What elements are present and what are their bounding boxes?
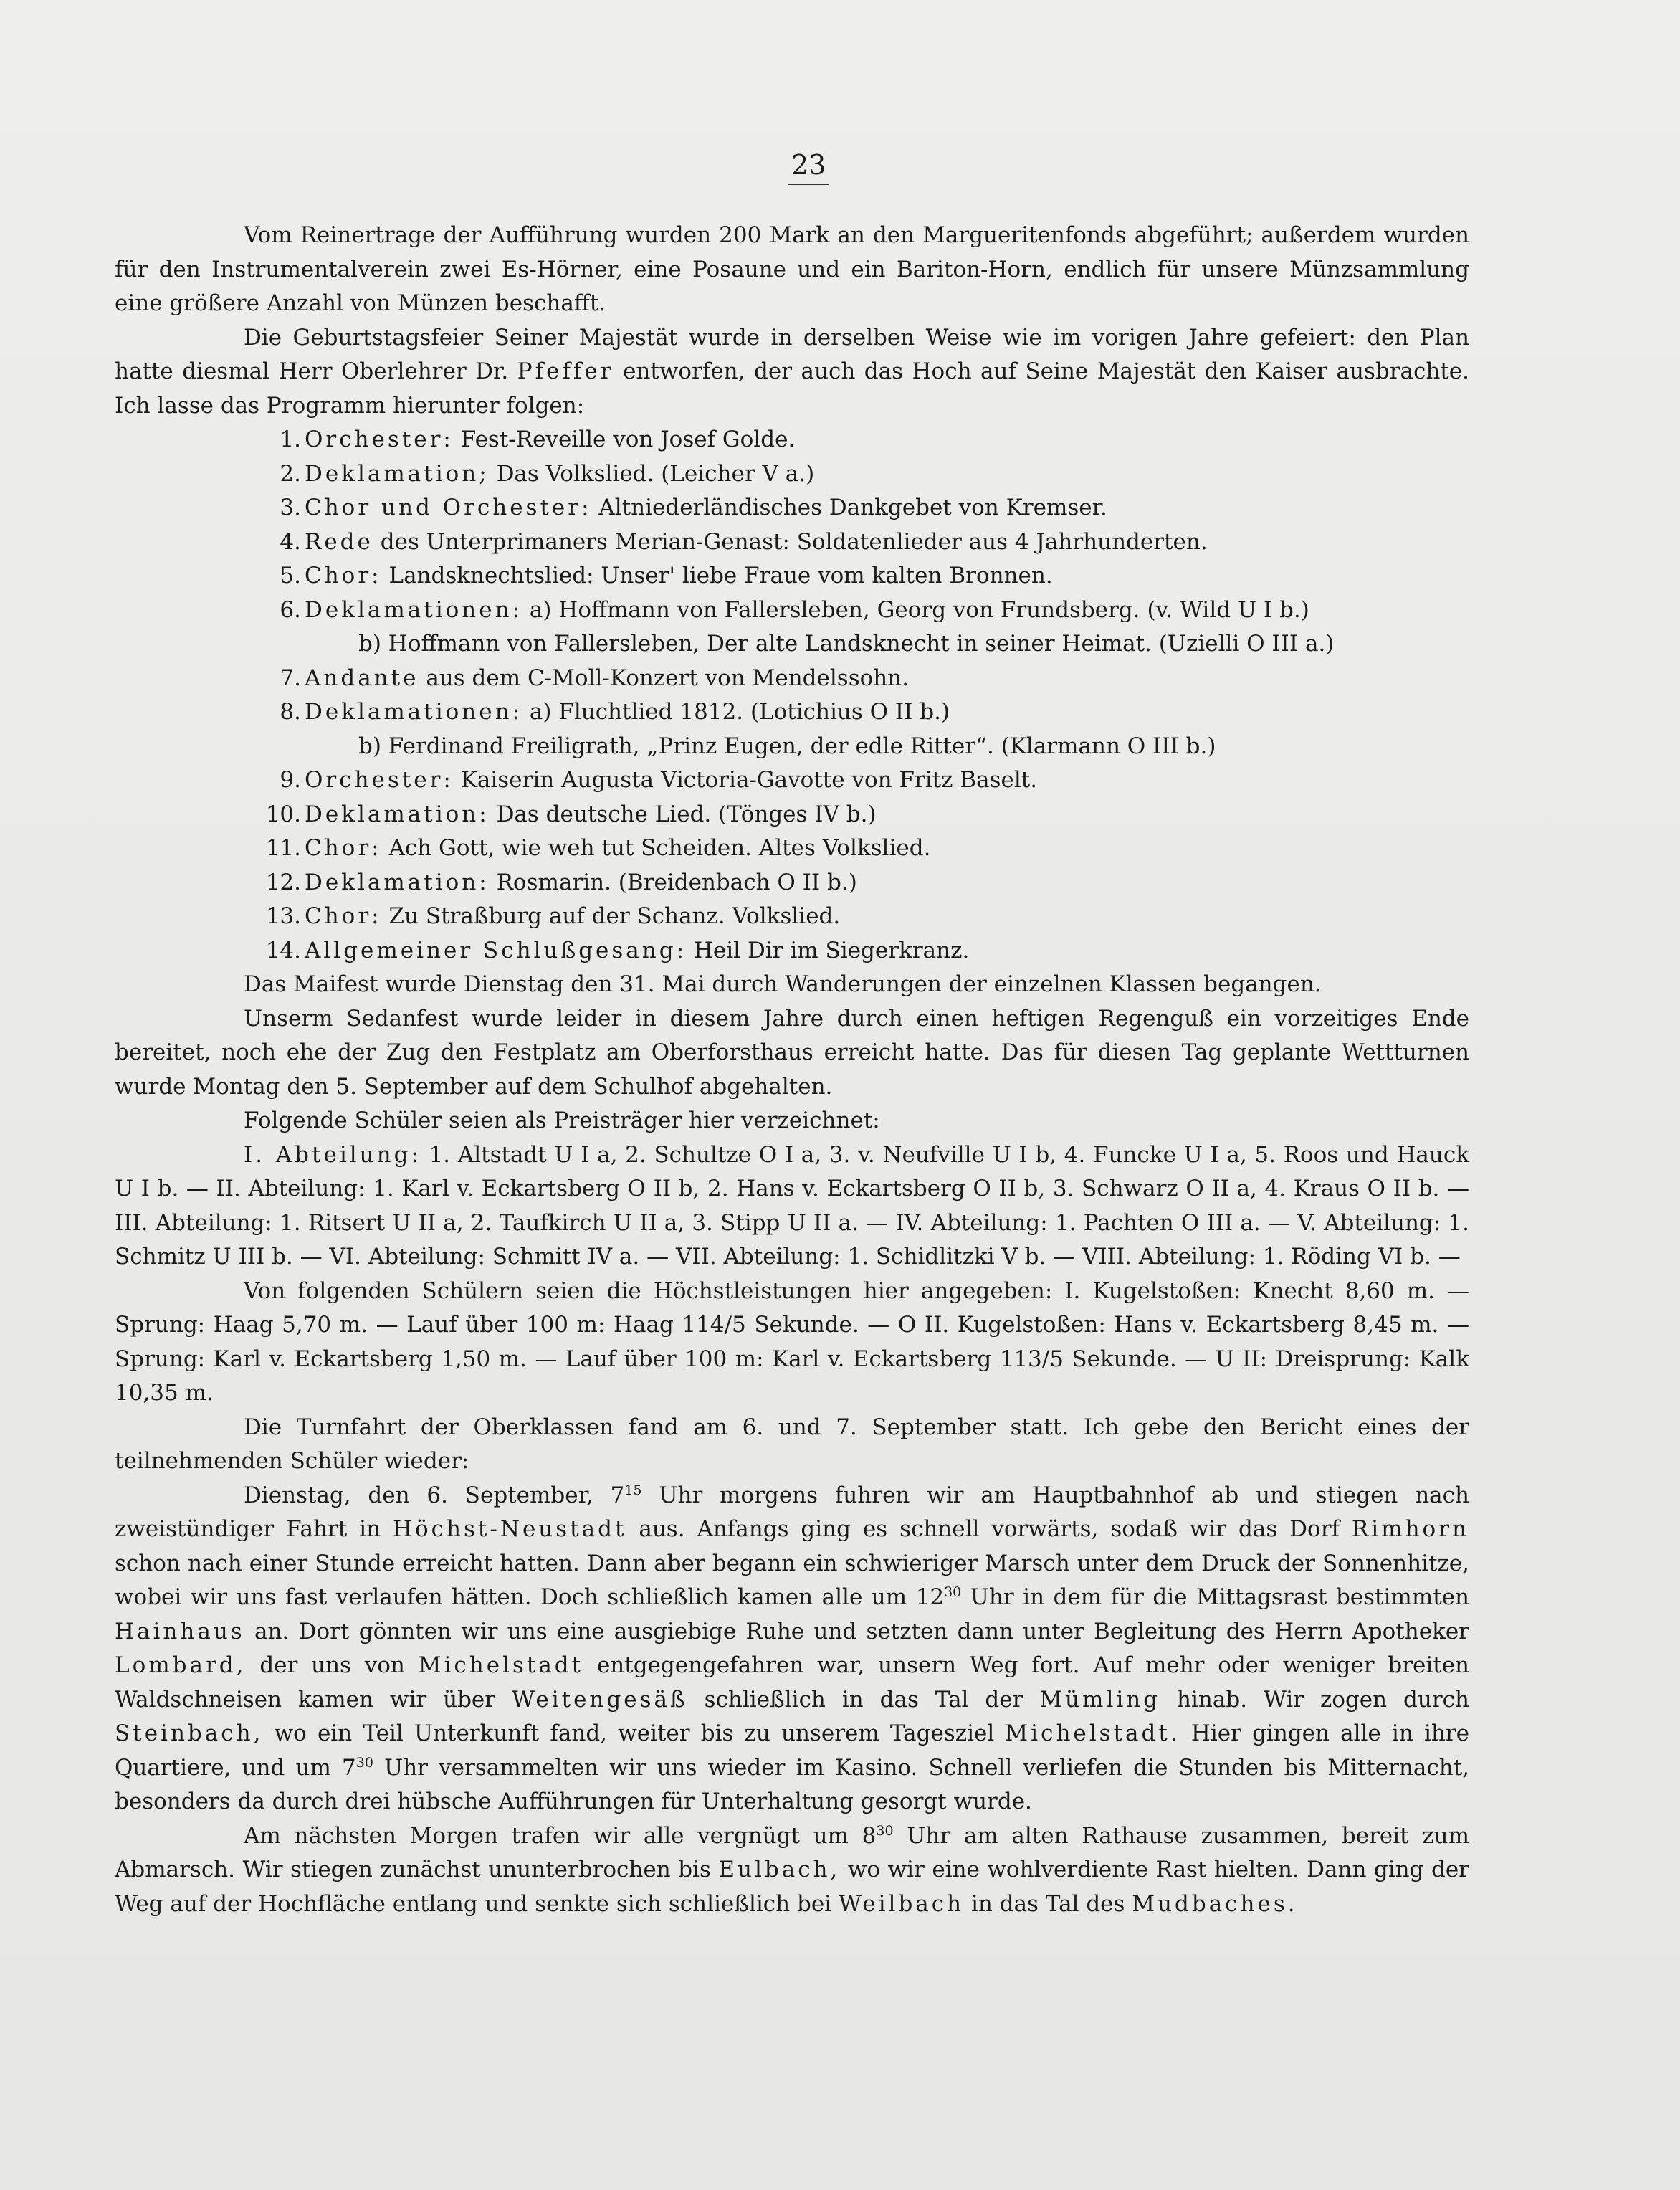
- place-name: Rimhorn: [1351, 1516, 1469, 1542]
- person-name: Pfeffer: [517, 358, 614, 384]
- program-item: 10. Deklamation: Das deutsche Lied. (Tönges IV b.): [265, 801, 877, 827]
- place-name: Eulbach,: [718, 1857, 841, 1882]
- program-subitem: b) Ferdinand Freiligrath, „Prinz Eugen, der edle Ritter“. (Klarmann O III b.): [358, 733, 1216, 759]
- place-name: Michelstadt.: [1005, 1720, 1180, 1746]
- program-item: 4. Rede des Unterprimaners Merian-Genast: Soldatenlieder aus 4 Jahrhunderten.: [280, 528, 1208, 555]
- person-name: Lombard,: [115, 1652, 247, 1678]
- paragraph-hoechstleistungen: Von folgenden Schülern seien die Höchstleistungen hier angegeben: I. Kugelstoßen: Knecht 8,60 m. — Sprung: Haag 5,70 m. — Lauf über 100 m: Haag 114/5 Sekunde. — O II. Kugelstoßen: Hans v. Eckartsberg 8,45 m. — Sprung: Karl v. Eckartsberg 1,50 m. — Lauf über 100 m: Karl v. Eckartsberg 113/5 Sekunde. — U II: Dreisprung: Kalk 10,35 m.: [115, 1277, 1469, 1406]
- place-name: Weilbach: [838, 1890, 965, 1917]
- paragraph-report-day1: Dienstag, den 6. September, $7^{15}$ Uhr morgens fuhren wir am Hauptbahnhof ab und stiegen nach zweistündiger Fahrt in Höchst-Neustadt aus. Anfangs ging es schnell vorwärts, sodaß wir das Dorf Rimhorn schon nach einer Stunde erreicht hatten. Dann aber begann ein schwieriger Marsch unter dem Druck der Sonnenhitze, wobei wir uns fast verlaufen hätten. Doch schließlich kamen alle um $12^{30}$ Uhr in dem für die Mittagsrast bestimmten Hainhaus an. Dort gönnten wir uns eine ausgiebige Ruhe und setzten dann unter Begleitung des Herrn Apotheker Lombard, der uns von Michelstadt entgegengefahren war, unsern Weg fort. Auf mehr oder weniger breiten Waldschneisen kamen wir über Weitengesäß schließlich in das Tal der Mümling hinab. Wir zogen durch Steinbach, wo ein Teil Unterkunft fand, weiter bis zu unserem Tagesziel Michelstadt. Hier gingen alle in ihre Quartiere, und um $7^{30}$ Uhr versammelten wir uns wieder im Kasino. Schnell verliefen die Stunden bis Mitternacht, besonders da durch drei hübsche Aufführungen für Unterhaltung gesorgt wurde.: [115, 1482, 1470, 1814]
- program-item: 12. Deklamation: Rosmarin. (Breidenbach O II b.): [265, 869, 857, 895]
- program-subitem: b) Hoffmann von Fallersleben, Der alte Landsknecht in seiner Heimat. (Uzielli O III a.): [358, 631, 1335, 657]
- paragraph-geburtstagsfeier: Die Geburtstagsfeier Seiner Majestät wurde in derselben Weise wie im vorigen Jahre gefeiert: den Plan hatte diesmal Herr Oberlehrer Dr. Pfeffer entworfen, der auch das Hoch auf Seine Majestät den Kaiser ausbrachte. Ich lasse das Programm hierunter folgen:: [115, 324, 1469, 419]
- place-name: Mümling: [1039, 1686, 1161, 1713]
- paragraph-sedanfest: Unserm Sedanfest wurde leider in diesem Jahre durch einen heftigen Regenguß ein vorzeitiges Ende bereitet, noch ehe der Zug den Festplatz am Oberforsthaus erreicht hatte. Das für diesen Tag geplante Wettturnen wurde Montag den 5. September auf dem Schulhof abgehalten.: [115, 1005, 1469, 1100]
- paragraph-preistraeger: I. Abteilung: 1. Altstadt U I a, 2. Schultze O I a, 3. v. Neufville U I b, 4. Funcke U I a, 5. Roos und Hauck U I b. — II. Abteilung: 1. Karl v. Eckartsberg O II b, 2. Hans v. Eckartsberg O II b, 3. Schwarz O II a, 4. Kraus O II b. — III. Abteilung: 1. Ritsert U II a, 2. Taufkirch U II a, 3. Stipp U II a. — IV. Abteilung: 1. Pachten O III a. — V. Abteilung: 1. Schmitz U III b. — VI. Abteilung: Schmitt IV a. — VII. Abteilung: 1. Schidlitzki V b. — VIII. Abteilung: 1. Röding VI b. —: [115, 1141, 1469, 1270]
- program-item: 7. Andante aus dem C-Moll-Konzert von Mendelssohn.: [280, 665, 910, 691]
- place-name: Hainhaus: [115, 1618, 245, 1644]
- program-item: 14. Allgemeiner Schlußgesang: Heil Dir im Siegerkranz.: [265, 937, 970, 963]
- program-item: 3. Chor und Orchester: Altniederländisches Dankgebet von Kremser.: [280, 495, 1107, 520]
- paragraph-report-day2: Am nächsten Morgen trafen wir alle vergnügt um $8^{30}$ Uhr am alten Rathause zusammen, bereit zum Abmarsch. Wir stiegen zunächst ununterbrochen bis Eulbach, wo wir eine wohlverdiente Rast hielten. Dann ging der Weg auf der Hochfläche entlang und senkte sich schließlich bei Weilbach in das Tal des Mudbaches.: [115, 1822, 1469, 1917]
- fraction: 4/5: [710, 1312, 746, 1338]
- place-name: Mudbaches.: [1132, 1890, 1298, 1917]
- program-item: 9. Orchester: Kaiserin Augusta Victoria-Gavotte von Fritz Baselt.: [280, 767, 1038, 793]
- paragraph-reinertrag: Vom Reinertrage der Aufführung wurden 200 Mark an den Margueritenfonds abgeführt; außerdem wurden für den Instrumentalverein zwei Es-Hörner, eine Posaune und ein Bariton-Horn, endlich für unsere Münzsammlung eine größere Anzahl von Münzen beschafft.: [115, 222, 1469, 316]
- program-item: 5. Chor: Landsknechtslied: Unser' liebe Fraue vom kalten Bronnen.: [280, 563, 1053, 589]
- paragraph-maifest: Das Maifest wurde Dienstag den 31. Mai durch Wanderungen der einzelnen Klassen begangen.: [244, 971, 1322, 997]
- paragraph-turnfahrt: Die Turnfahrt der Oberklassen fand am 6. und 7. September statt. Ich gebe den Bericht eines der teilnehmenden Schüler wieder:: [115, 1414, 1469, 1474]
- program-item: 13. Chor: Zu Straßburg auf der Schanz. Volkslied.: [265, 903, 841, 929]
- page-number: 23: [788, 149, 829, 185]
- body-text: [115, 219, 1469, 1921]
- place-name: Steinbach,: [115, 1720, 264, 1746]
- fraction: 3/5: [1028, 1346, 1064, 1372]
- place-name: Michelstadt: [418, 1652, 584, 1678]
- program-item: 2. Deklamation; Das Volkslied. (Leicher V a.): [280, 460, 815, 487]
- program-list: [115, 423, 1469, 968]
- program-item: 11. Chor: Ach Gott, wie weh tut Scheiden. Altes Volkslied.: [265, 835, 931, 861]
- place-name: Weitengesäß: [512, 1686, 688, 1713]
- program-item: 8. Deklamationen: a) Fluchtlied 1812. (Lotichius O II b.): [280, 699, 950, 725]
- place-name: Höchst-Neustadt: [392, 1516, 627, 1542]
- paragraph-preistraeger-intro: Folgende Schüler seien als Preisträger hier verzeichnet:: [244, 1108, 880, 1133]
- program-item: 1. Orchester: Fest-Reveille von Josef Golde.: [280, 427, 796, 452]
- program-item: 6. Deklamationen: a) Hoffmann von Fallersleben, Georg von Frundsberg. (v. Wild U I b.): [280, 596, 1309, 623]
